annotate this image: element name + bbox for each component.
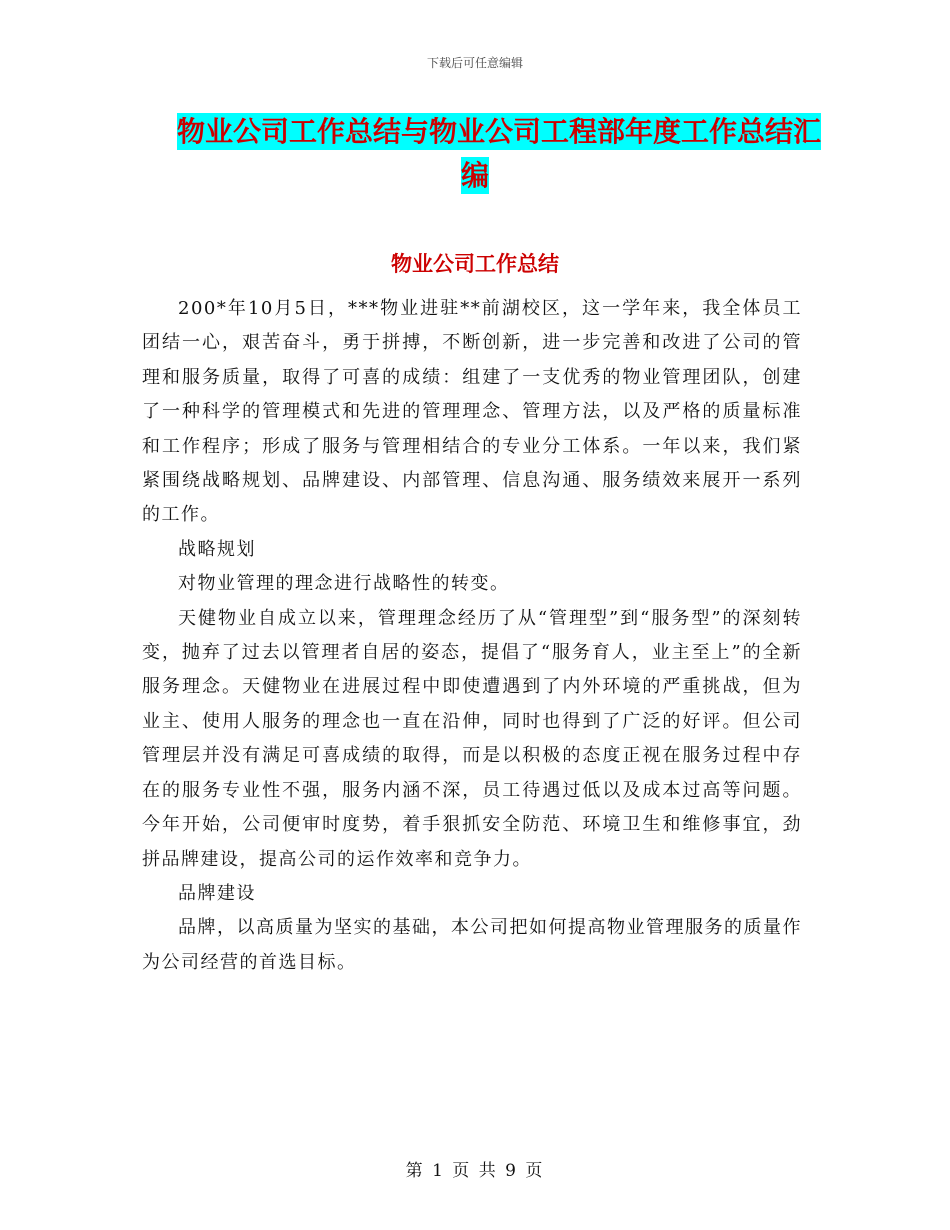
paragraph-brand: 品牌，以高质量为坚实的基础，本公司把如何提高物业管理服务的质量作为公司经营的首选目标。 xyxy=(142,917,802,973)
body-text xyxy=(142,292,802,980)
page-number: 第 1 页 共 9 页 xyxy=(405,1161,545,1181)
document-title xyxy=(0,110,950,198)
section-title: 物业公司工作总结 xyxy=(391,252,559,276)
paragraph-strategy-summary: 对物业管理的理念进行战略性的转变。 xyxy=(178,573,510,595)
heading-brand: 品牌建设 xyxy=(178,882,256,904)
document-title-line-1: 物业公司工作总结与物业公司工程部年度工作总结汇 xyxy=(176,115,821,148)
heading-strategy: 战略规划 xyxy=(178,538,256,560)
paragraph-intro: 200*年10月5日，***物业进驻**前湖校区，这一学年来，我全体员工团结一心，艰苦奋斗，勇于拼搏，不断创新，进一步完善和改进了公司的管理和服务质量，取得了可喜的成绩：组建了一支优秀的物业管理团队，创建了一种科学的管理模式和先进的管理理念、管理方法，以及严格的质量标准和工作程序；形成了服务与管理相结合的专业分工体系。一年以来，我们紧紧围绕战略规划、品牌建设、内部管理、信息沟通、服务绩效来展开一系列的工作。 xyxy=(142,298,802,526)
document-title-line-2: 编 xyxy=(460,159,489,192)
paragraph-strategy-detail: 天健物业自成立以来，管理理念经历了从“管理型”到“服务型”的深刻转变，抛弃了过去以管理者自居的姿态，提倡了“服务育人，业主至上”的全新服务理念。天健物业在进展过程中即使遭遇到了内外环境的严重挑战，但为业主、使用人服务的理念也一直在沿伸，同时也得到了广泛的好评。但公司管理层并没有满足可喜成绩的取得，而是以积极的态度正视在服务过程中存在的服务专业性不强，服务内涵不深，员工待遇过低以及成本过高等问题。今年开始，公司便审时度势，着手狠抓安全防范、环境卫生和维修事宜，劲拼品牌建设，提高公司的运作效率和竞争力。 xyxy=(142,607,802,870)
header-note: 下载后可任意编辑 xyxy=(426,56,523,70)
